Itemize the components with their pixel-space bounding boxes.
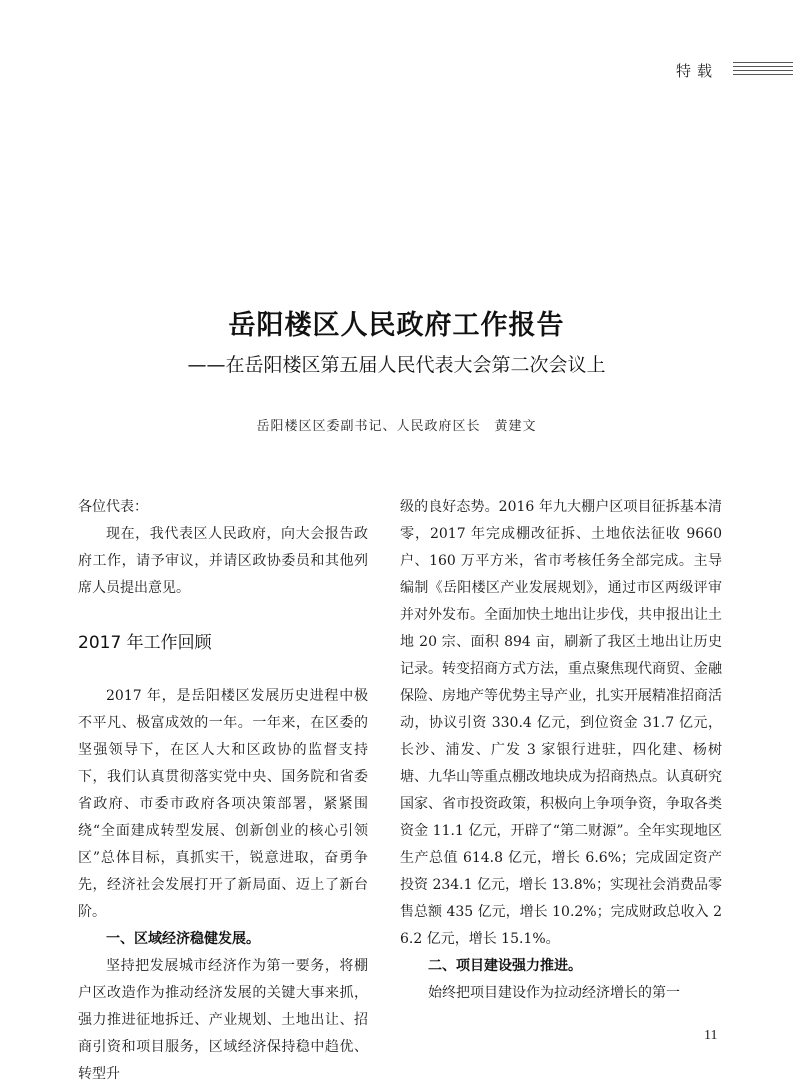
header-decoration-lines — [733, 62, 793, 78]
subheading-projects: 二、项目建设强力推进。 — [428, 958, 582, 974]
economy-paragraph-continued: 级的良好态势。2016 年九大棚户区项目征拆基本清零，2017 年完成棚改征拆、土地依法征收 9660 户、160 万平方米，省市考核任务全部完成。主导编制《岳阳楼区产业发展规划》，通过市区两级评审并对外发布。全面加快土地出让步伐，共申报出让土地 20 宗、面积 894 亩，刷新了我区土地出让历史记录。转变招商方式方法，重点聚焦现代商贸、金融保险、房地产等优势主导产业，扎实开展精准招商活动，协议引资 330.4 亿元，到位资金 31.7 亿元，长沙、浦发、广发 3 家银行进驻，四化建、杨树塘、九华山等重点棚改地块成为招商热点。认真研究国家、省市投资政策，积极向上争项争资，争取各类资金 11.1 亿元，开辟了“第二财源”。全年实现地区生产总值 614.8 亿元，增长 6.6%；完成固定资产投资 234.1 亿元，增长 13.8%；实现社会消费品零售总额 435 亿元，增长 10.2%；完成财政总收入 26.2 亿元，增长 15.1%。 — [400, 499, 722, 947]
author-line: 岳阳楼区区委副书记、人民政府区长 黄建文 — [256, 419, 537, 434]
document-title: 岳阳楼区人民政府工作报告 — [228, 310, 565, 341]
page-number: 11 — [704, 1028, 718, 1043]
subheading-economy: 一、区域经济稳健发展。 — [106, 931, 260, 947]
review-paragraph: 2017 年，是岳阳楼区发展历史进程中极不平凡、极富成效的一年。一年来，在区委的坚强领导下，在区人大和区政协的监督支持下，我们认真贯彻落实党中央、国务院和省委省政府、市委市政府各项决策部署，紧紧围绕“全面建成转型发展、创新创业的核心引领区”总体目标，真抓实干，锐意进取，奋勇争先，经济社会发展打开了新局面、迈上了新台阶。 — [78, 688, 368, 920]
salutation: 各位代表： — [78, 499, 148, 515]
section-label: 特载 — [676, 62, 719, 80]
projects-paragraph: 始终把项目建设作为拉动经济增长的第一 — [428, 985, 680, 1001]
left-column — [78, 494, 368, 1088]
document-subtitle: ——在岳阳楼区第五届人民代表大会第二次会议上 — [187, 354, 606, 376]
section-heading: 2017 年工作回顾 — [78, 633, 212, 653]
economy-paragraph: 坚持把发展城市经济作为第一要务，将棚户区改造作为推动经济发展的关键大事来抓，强力推进征地拆迁、产业规划、土地出让、招商引资和项目服务，区域经济保持稳中趋优、转型升 — [78, 958, 368, 1082]
intro-paragraph: 现在，我代表区人民政府，向大会报告政府工作，请予审议，并请区政协委员和其他列席人员提出意见。 — [78, 526, 368, 596]
right-column — [400, 494, 722, 1007]
